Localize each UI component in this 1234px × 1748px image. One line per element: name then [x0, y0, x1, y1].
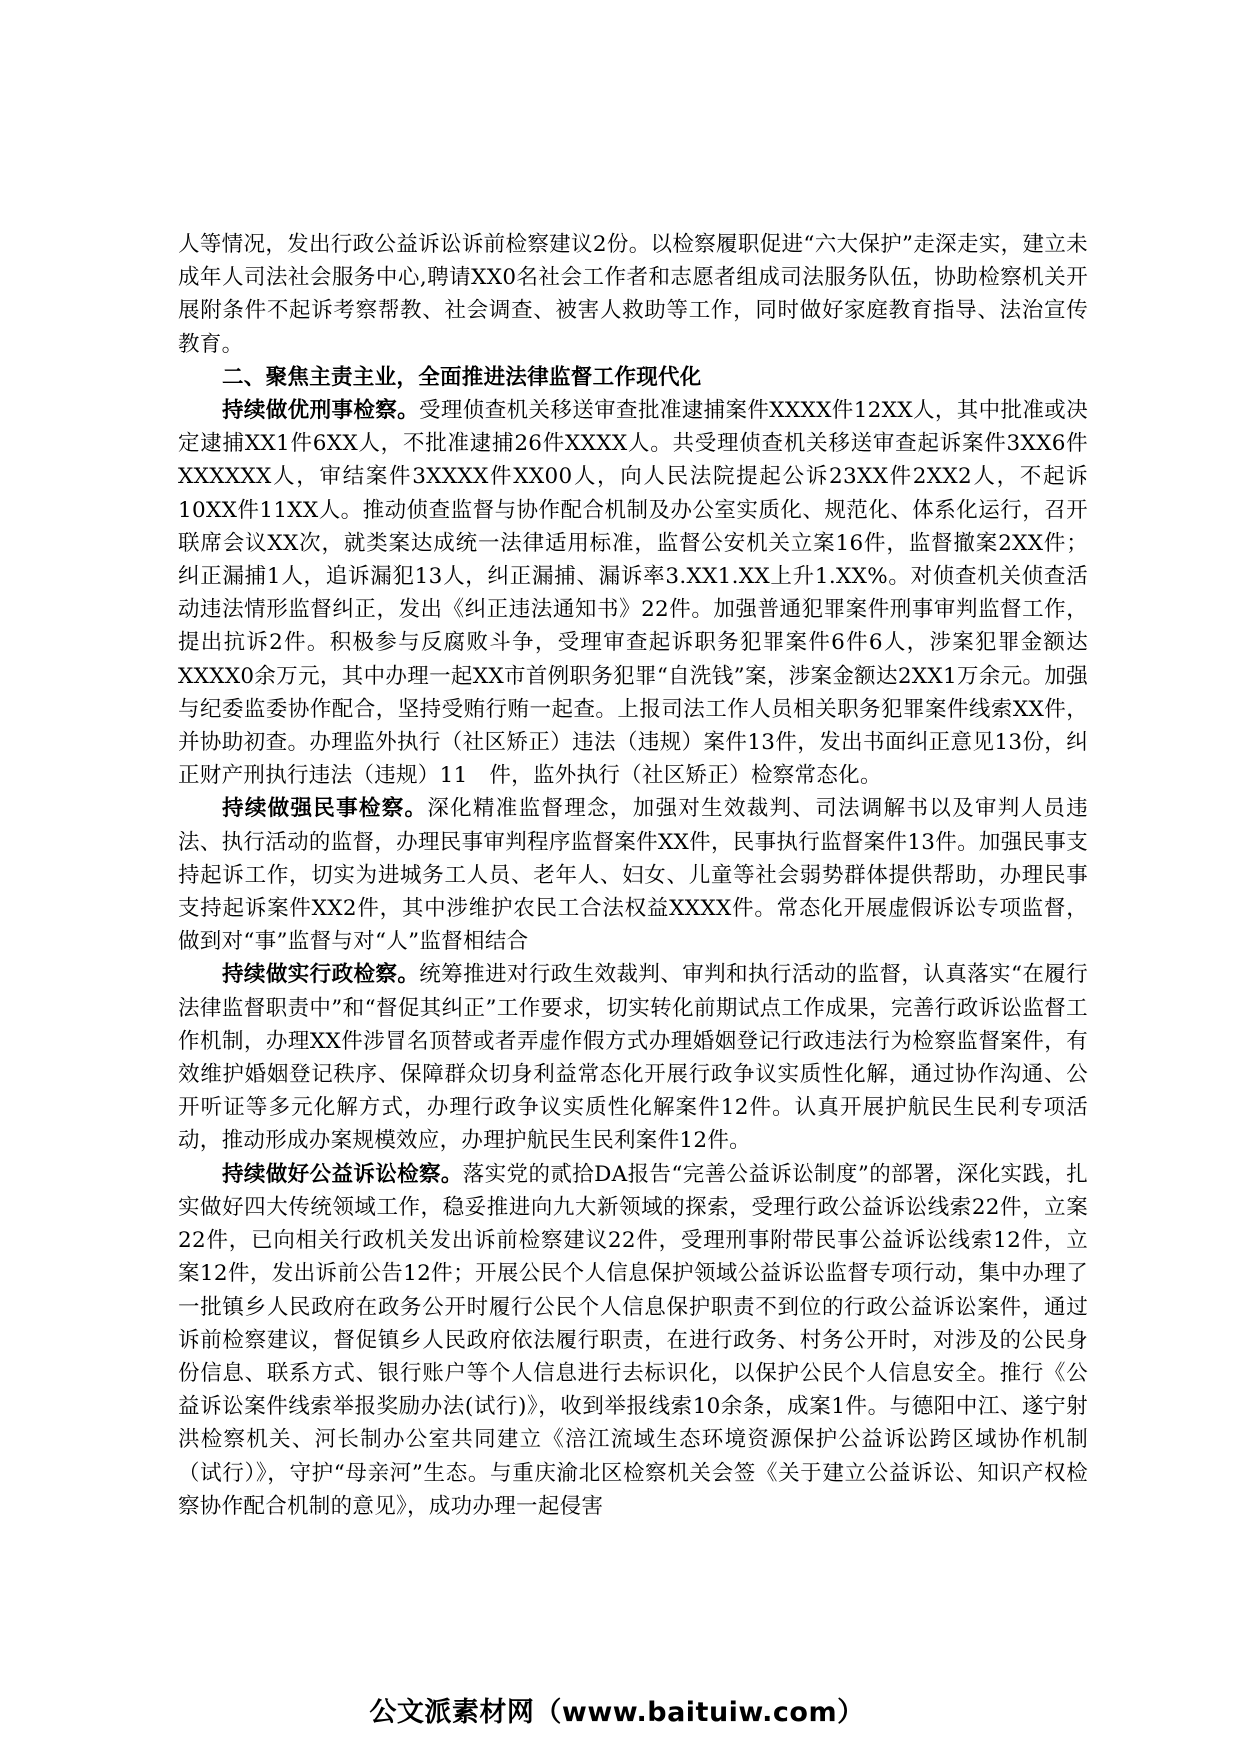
paragraph-criminal-prosecution	[178, 394, 1088, 792]
paragraph-lead: 持续做优刑事检察。	[222, 398, 420, 424]
paragraph-administrative-prosecution	[178, 958, 1088, 1157]
paragraph-lead: 持续做实行政检察。	[222, 962, 420, 988]
section-heading: 二、聚焦主责主业，全面推进法律监督工作现代化	[222, 364, 702, 390]
footer-watermark: 公文派素材网（www.baituiw.com）	[369, 1697, 865, 1728]
paragraph-lead: 持续做好公益诉讼检察。	[222, 1161, 463, 1187]
paragraph-body: 落实党的贰拾DA报告“完善公益诉讼制度”的部署，深化实践，扎实做好四大传统领域工作，稳妥推进向九大新领域的探索，受理行政公益诉讼线索22件，立案22件，已向相关行政机关发出诉前检察建议22件，受理刑事附带民事公益诉讼线索12件，立案12件，发出诉前公告12件；开展公民个人信息保护领域公益诉讼监督专项行动，集中办理了一批镇乡人民政府在政务公开时履行公民个人信息保护职责不到位的行政公益诉讼案件，通过诉前检察建议，督促镇乡人民政府依法履行职责，在进行政务、村务公开时，对涉及的公民身份信息、联系方式、银行账户等个人信息进行去标识化，以保护公民个人信息安全。推行《公益诉讼案件线索举报奖励办法(试行)》，收到举报线索10余条，成案1件。与德阳中江、遂宁射洪检察机关、河长制办公室共同建立《涪江流域生态环境资源保护公益诉讼跨区域协作机制（试行）》，守护“母亲河”生态。与重庆渝北区检察机关会签《关于建立公益诉讼、知识产权检察协作配合机制的意见》，成功办理一起侵害	[178, 1161, 1088, 1519]
document-body	[178, 228, 1088, 1523]
paragraph-body: 受理侦查机关移送审查批准逮捕案件XXXX件12XX人，其中批准或决定逮捕XX1件6XX人，不批准逮捕26件XXXX人。共受理侦查机关移送审查起诉案件3XX6件XXXXXX人，审结案件3XXXX件XX00人，向人民法院提起公诉23XX件2XX2人，不起诉10XX件11XX人。推动侦查监督与协作配合机制及办公室实质化、规范化、体系化运行，召开联席会议XX次，就类案达成统一法律适用标准，监督公安机关立案16件，监督撤案2XX件；纠正漏捕1人，追诉漏犯13人，纠正漏捕、漏诉率3.XX1.XX上升1.XX%。对侦查机关侦查活动违法情形监督纠正，发出《纠正违法通知书》22件。加强普通犯罪案件刑事审判监督工作，提出抗诉2件。积极参与反腐败斗争，受理审查起诉职务犯罪案件6件6人，涉案犯罪金额达XXXX0余万元，其中办理一起XX市首例职务犯罪“自洗钱”案，涉案金额达2XX1万余元。加强与纪委监委协作配合，坚持受贿行贿一起查。上报司法工作人员相关职务犯罪案件线索XX件，并协助初查。办理监外执行（社区矫正）违法（违规）案件13件，发出书面纠正意见13份，纠正财产刑执行违法（违规）11 件，监外执行（社区矫正）检察常态化。	[178, 398, 1088, 789]
paragraph-body: 深化精准监督理念，加强对生效裁判、司法调解书以及审判人员违法、执行活动的监督，办理民事审判程序监督案件XX件，民事执行监督案件13件。加强民事支持起诉工作，切实为进城务工人员、老年人、妇女、儿童等社会弱势群体提供帮助，办理民事支持起诉案件XX2件，其中涉维护农民工合法权益XXXX件。常态化开展虚假诉讼专项监督，做到对“事”监督与对“人”监督相结合	[178, 796, 1089, 955]
paragraph-civil-prosecution	[178, 792, 1088, 958]
intro-paragraph: 人等情况，发出行政公益诉讼诉前检察建议2份。以检察履职促进“六大保护”走深走实，建立未成年人司法社会服务中心,聘请XX0名社会工作者和志愿者组成司法服务队伍，协助检察机关开展附条件不起诉考察帮教、社会调查、被害人救助等工作，同时做好家庭教育指导、法治宣传教育。	[178, 232, 1088, 357]
paragraph-body: 统筹推进对行政生效裁判、审判和执行活动的监督，认真落实“在履行法律监督职责中”和“督促其纠正”工作要求，切实转化前期试点工作成果，完善行政诉讼监督工作机制，办理XX件涉冒名顶替或者弄虚作假方式办理婚姻登记行政违法行为检察监督案件，有效维护婚姻登记秩序、保障群众切身利益常态化开展行政争议实质性化解，通过协作沟通、公开听证等多元化解方式，办理行政争议实质性化解案件12件。认真开展护航民生民利专项活动，推动形成办案规模效应，办理护航民生民利案件12件。	[178, 962, 1089, 1154]
paragraph-lead: 持续做强民事检察。	[222, 796, 428, 822]
paragraph-public-interest-litigation	[178, 1158, 1088, 1523]
